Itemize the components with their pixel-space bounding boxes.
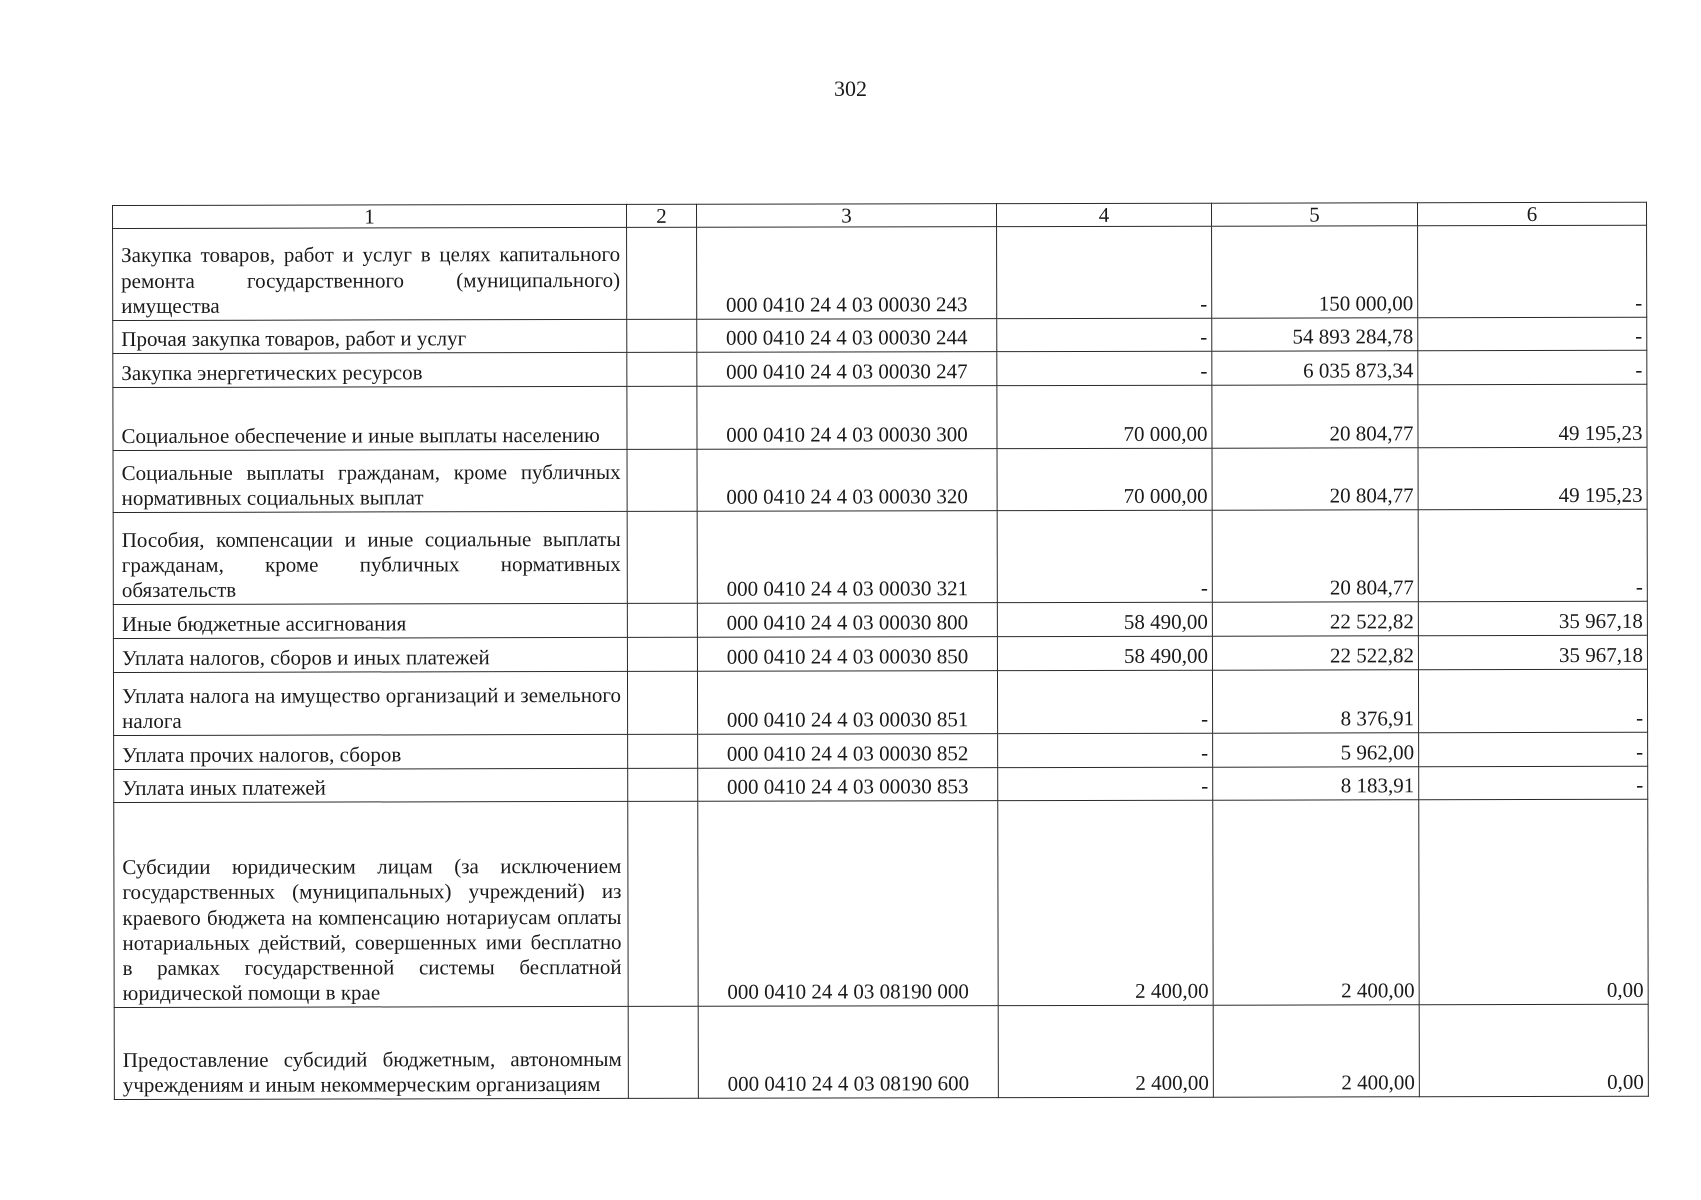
table-row [114, 766, 1648, 802]
row-col4: - [997, 318, 1212, 352]
row-col5: 2 400,00 [1213, 1005, 1419, 1097]
table-row [113, 317, 1647, 353]
row-col2 [627, 449, 697, 511]
row-col4: - [997, 670, 1212, 733]
row-col5: 22 522,82 [1212, 636, 1418, 670]
row-name: Пособия, компенсации и иные социальные выплаты гражданам, кроме публичных нормативных обязательств [113, 512, 627, 605]
row-code: 000 0410 24 4 03 00030 243 [697, 227, 997, 320]
row-name: Уплата прочих налогов, сборов [114, 735, 628, 770]
row-col2 [628, 734, 698, 768]
row-col5: 20 804,77 [1212, 448, 1418, 510]
row-col2 [627, 637, 697, 671]
row-col4: - [998, 767, 1213, 801]
row-col6: 35 967,18 [1418, 601, 1647, 635]
row-col5: 2 400,00 [1213, 800, 1419, 1005]
row-name: Прочая закупка товаров, работ и услуг [113, 319, 627, 353]
row-col5: 54 893 284,78 [1212, 318, 1418, 352]
row-col4: - [997, 510, 1212, 602]
row-code: 000 0410 24 4 03 00030 247 [697, 352, 997, 387]
column-number-row [113, 202, 1647, 228]
row-col4: 58 490,00 [997, 636, 1212, 670]
row-col5: 20 804,77 [1212, 385, 1418, 448]
row-col5: 22 522,82 [1212, 602, 1418, 636]
row-col4: - [997, 351, 1212, 385]
row-name: Социальное обеспечение и иные выплаты населению [113, 387, 627, 451]
row-col6: - [1418, 317, 1647, 351]
column-header: 5 [1211, 203, 1417, 226]
row-code: 000 0410 24 4 03 00030 850 [697, 637, 997, 672]
row-name: Субсидии юридическим лицам (за исключением государственных (муниципальных) учреждений) из краевого бюджета на компенсацию нотариусам оплаты нотариальных действий, совершенных ими бесплатно в рамках государственной системы бесплатной юридической помощи в крае [114, 802, 628, 1008]
row-col4: 70 000,00 [997, 385, 1212, 448]
row-col5: 8 376,91 [1212, 670, 1418, 733]
table-row [113, 225, 1647, 320]
row-code: 000 0410 24 4 03 00030 800 [697, 603, 997, 638]
row-col2 [628, 802, 698, 1007]
table-row [114, 732, 1648, 769]
row-col2 [628, 1007, 698, 1099]
row-code: 000 0410 24 4 03 08190 600 [698, 1006, 998, 1099]
row-name: Уплата налога на имущество организаций и земельного налога [113, 672, 627, 736]
row-name: Уплата иных платежей [114, 769, 628, 803]
row-col4: 70 000,00 [997, 448, 1212, 510]
row-col2 [627, 227, 697, 319]
row-col6: 49 195,23 [1418, 384, 1647, 447]
row-code: 000 0410 24 4 03 00030 851 [697, 671, 997, 735]
row-col4: 2 400,00 [998, 1006, 1213, 1098]
row-code: 000 0410 24 4 03 00030 321 [697, 511, 997, 604]
row-name: Иные бюджетные ассигнования [113, 604, 627, 639]
row-col4: 58 490,00 [997, 602, 1212, 636]
row-name: Предоставление субсидий бюджетным, автономным учреждениям и иным некоммерческим организациям [114, 1007, 628, 1100]
budget-table [112, 202, 1649, 1101]
row-col6: - [1419, 766, 1648, 800]
row-name: Уплата налогов, сборов и иных платежей [113, 638, 627, 673]
table-row [113, 669, 1647, 735]
page-number: 302 [834, 76, 867, 101]
row-code: 000 0410 24 4 03 00030 852 [698, 734, 998, 769]
row-col6: - [1418, 669, 1647, 732]
row-col6: 35 967,18 [1418, 635, 1647, 669]
row-col2 [628, 768, 698, 801]
row-col6: - [1418, 509, 1647, 601]
row-col4: 2 400,00 [998, 801, 1213, 1006]
table-row [114, 800, 1648, 1008]
table-row [113, 635, 1647, 672]
table-row [113, 350, 1647, 387]
row-col5: 150 000,00 [1212, 226, 1418, 318]
row-col4: - [998, 733, 1213, 767]
row-name: Социальные выплаты гражданам, кроме публичных нормативных социальных выплат [113, 450, 627, 513]
column-header: 4 [996, 203, 1211, 226]
row-col6: 0,00 [1419, 800, 1648, 1005]
row-col6: 49 195,23 [1418, 447, 1647, 509]
row-col6: - [1419, 732, 1648, 766]
row-col5: 20 804,77 [1212, 510, 1418, 602]
table-row [113, 384, 1647, 450]
column-header: 6 [1417, 202, 1646, 225]
table-row [113, 447, 1647, 512]
column-header: 2 [626, 204, 696, 227]
row-name: Закупка энергетических ресурсов [113, 353, 627, 388]
table-row [114, 1005, 1648, 1100]
row-code: 000 0410 24 4 03 00030 853 [698, 768, 998, 802]
row-col2 [627, 386, 697, 449]
row-col2 [627, 511, 697, 603]
row-col2 [627, 352, 697, 386]
row-col5: 5 962,00 [1213, 733, 1419, 767]
table-row [113, 601, 1647, 638]
row-col4: - [997, 226, 1212, 318]
row-col2 [627, 671, 697, 734]
row-col2 [627, 603, 697, 637]
table-row [113, 509, 1647, 604]
row-code: 000 0410 24 4 03 00030 300 [697, 386, 997, 450]
row-code: 000 0410 24 4 03 00030 320 [697, 449, 997, 512]
row-code: 000 0410 24 4 03 08190 000 [698, 801, 998, 1007]
row-col5: 8 183,91 [1213, 767, 1419, 801]
row-code: 000 0410 24 4 03 00030 244 [697, 319, 997, 353]
column-header: 3 [696, 204, 996, 228]
row-col5: 6 035 873,34 [1212, 351, 1418, 385]
column-header: 1 [113, 204, 627, 228]
row-col2 [627, 319, 697, 352]
row-name: Закупка товаров, работ и услуг в целях капитального ремонта государственного (муниципального) имущества [113, 227, 627, 320]
row-col6: - [1418, 350, 1647, 384]
row-col6: - [1418, 225, 1647, 317]
row-col6: 0,00 [1419, 1005, 1648, 1097]
